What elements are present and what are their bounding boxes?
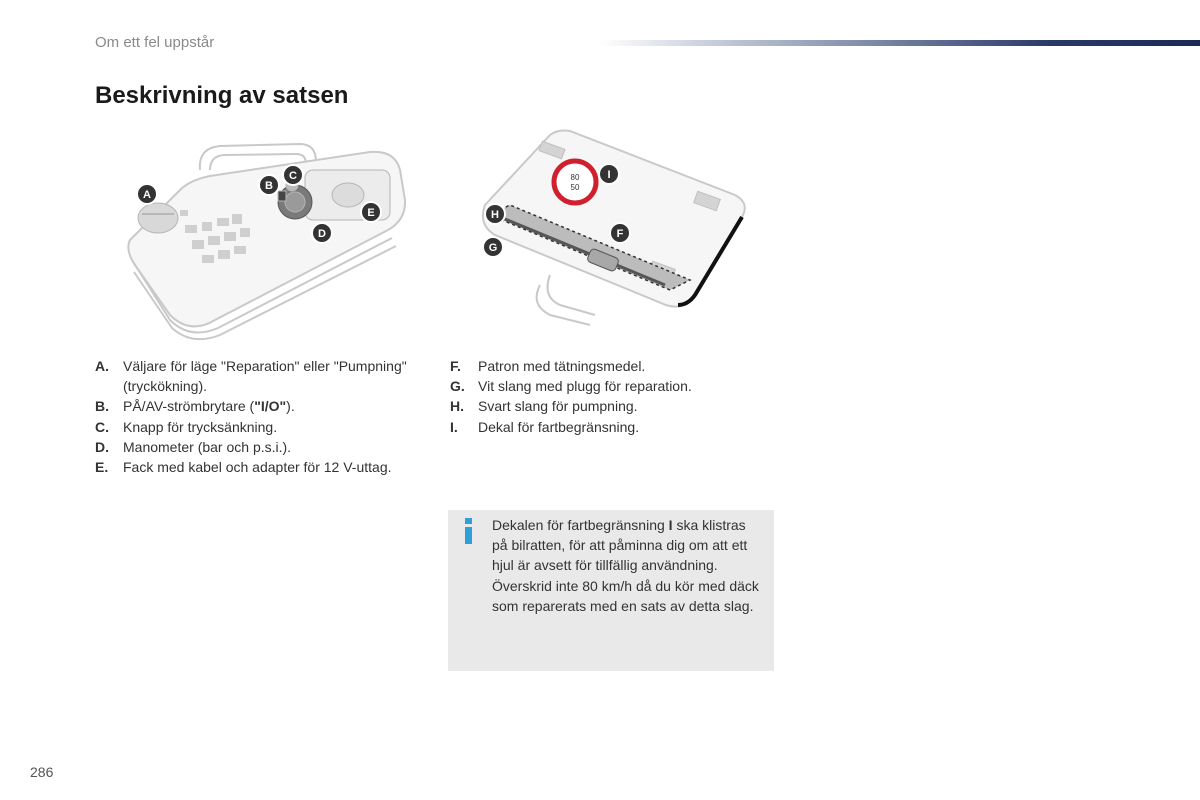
legend-item-d: D. Manometer (bar och p.s.i.). <box>95 438 292 455</box>
svg-text:50: 50 <box>570 183 580 192</box>
legend-item-e: E. Fack med kabel och adapter för 12 V-uttag. <box>95 459 392 476</box>
legend-item-b: B. PÅ/AV-strömbrytare ("I/O"). <box>95 398 295 415</box>
kit-top-view-figure <box>120 130 420 345</box>
kit-bottom-view-figure <box>470 125 760 350</box>
info-paragraph-2: Överskrid inte 80 km/h då du kör med däck som reparerats med en sats av detta slag. <box>492 577 759 614</box>
svg-text:H: H <box>491 209 499 221</box>
legend-right <box>450 356 770 437</box>
page-number: 286 <box>30 764 54 780</box>
speed-sticker <box>554 161 596 203</box>
legend-item-a: A. Väljare för läge "Reparation" eller "Pumpning" (tryckökning). <box>95 358 407 395</box>
svg-text:B: B <box>265 180 273 192</box>
legend-left <box>95 356 435 477</box>
svg-text:I: I <box>607 169 611 181</box>
legend-item-h: H. Svart slang för pumpning. <box>450 398 638 415</box>
page-title: Beskrivning av satsen <box>95 82 349 109</box>
svg-text:F: F <box>616 228 624 240</box>
info-box <box>448 510 774 671</box>
legend-item-c: C. Knapp för trycksänkning. <box>95 418 278 435</box>
svg-text:G: G <box>488 242 498 254</box>
svg-text:E: E <box>367 207 375 219</box>
header-bar <box>600 40 1200 46</box>
info-icon <box>462 516 476 546</box>
callout-A <box>137 184 157 204</box>
info-paragraph-1: Dekalen för fartbegränsning I ska klistras på bilratten, för att påminna dig om att ett hjul är avsett för tillfällig användning. <box>492 517 748 574</box>
legend-item-f: F. Patron med tätningsmedel. <box>450 358 646 374</box>
legend-item-g: G. Vit slang med plugg för reparation. <box>450 378 692 395</box>
section-label: Om ett fel uppstår <box>95 34 215 51</box>
callout-D <box>312 223 332 243</box>
callout-H <box>485 204 505 224</box>
callout-E <box>361 202 381 222</box>
svg-text:80: 80 <box>570 173 580 182</box>
svg-text:C: C <box>289 170 297 182</box>
svg-text:D: D <box>318 228 326 240</box>
callout-B <box>259 175 279 195</box>
callout-G <box>483 237 503 257</box>
info-text <box>492 515 762 616</box>
legend-item-i: I. Dekal för fartbegränsning. <box>450 418 640 435</box>
callout-I <box>599 164 619 184</box>
callout-F <box>610 223 630 243</box>
svg-text:A: A <box>143 189 151 201</box>
callout-C <box>283 165 303 185</box>
